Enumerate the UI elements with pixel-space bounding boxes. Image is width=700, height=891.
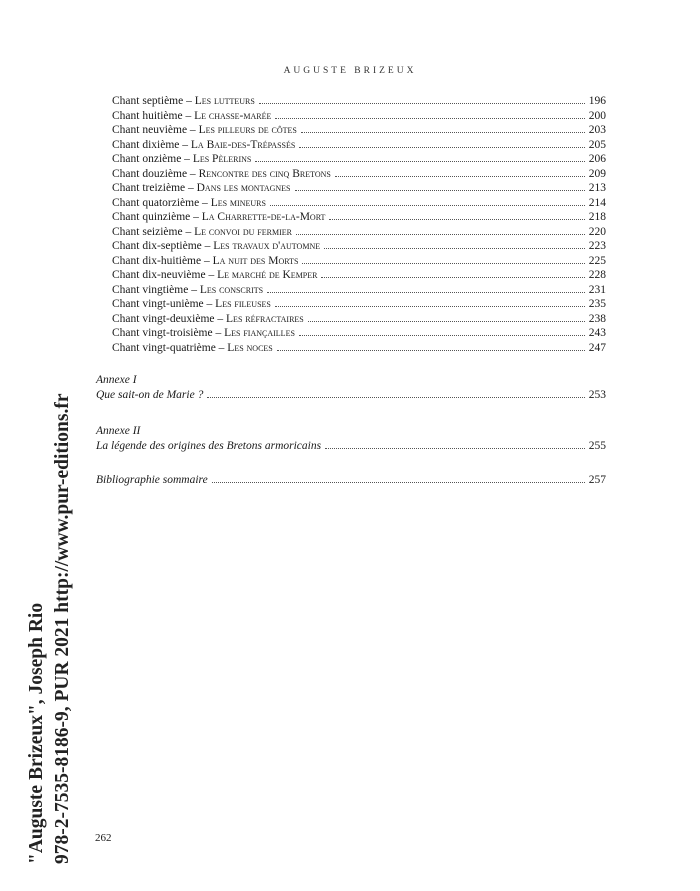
entry-label (112, 341, 273, 356)
toc-entry (96, 94, 606, 109)
chant-title: Les noces (227, 341, 273, 354)
entry-label (112, 312, 304, 327)
chant-title: Dans les montagnes (196, 182, 291, 194)
bibliography-title: Bibliographie sommaire (96, 474, 208, 486)
page-number: 243 (588, 327, 606, 339)
page-number: 231 (588, 283, 606, 296)
entry-label (112, 109, 271, 124)
entry-label (112, 196, 266, 211)
chant-title: Les fileuses (215, 298, 271, 310)
toc-entry (96, 388, 606, 403)
page-number: 223 (588, 240, 606, 252)
chant-title: Le convoi du fermier (194, 225, 292, 238)
chant-number: Chant seizième – (112, 225, 195, 238)
toc-entry (96, 225, 606, 240)
toc-entry (96, 152, 606, 167)
chant-number: Chant treizième – (112, 182, 197, 194)
page-number: 238 (588, 312, 606, 325)
page-number: 206 (588, 153, 606, 165)
sidebar-line-1: "Auguste Brizeux", Joseph Rio (26, 602, 47, 864)
page-number: 209 (588, 167, 606, 180)
page-number: 235 (588, 298, 606, 310)
entry-label (112, 225, 292, 240)
toc-entry (96, 297, 606, 312)
page-number: 214 (588, 196, 606, 209)
page-number: 196 (588, 95, 606, 107)
chant-list (96, 94, 606, 355)
entry-label (112, 123, 297, 138)
chant-title: Les fiançailles (224, 327, 295, 339)
toc-entry (96, 123, 606, 138)
chant-number: Chant dix-septième – (112, 240, 214, 252)
chant-number: Chant douzième – (112, 167, 199, 180)
toc-entry (96, 181, 606, 196)
entry-label (112, 167, 331, 182)
page-number: 213 (588, 182, 606, 194)
toc-entry (96, 239, 606, 254)
chant-title: Le chasse-marée (194, 109, 272, 122)
page-number: 247 (588, 341, 606, 354)
entry-label (112, 326, 295, 341)
chant-number: Chant dixième – (112, 138, 191, 151)
toc-entry (96, 312, 606, 327)
chant-title: Les lutteurs (194, 95, 255, 107)
chant-number: Chant dix-neuvième – (112, 269, 218, 281)
chant-number: Chant septième – (112, 95, 195, 107)
toc-entry (96, 283, 606, 298)
annexe-1-title: Que sait-on de Marie ? (96, 388, 204, 401)
chant-title: La Charrette-de-la-Mort (201, 211, 326, 223)
toc-entry (96, 138, 606, 153)
chant-number: Chant vingt-unième – (112, 298, 216, 310)
chant-title: Les réfractaires (226, 312, 304, 325)
sidebar-line-2: 978-2-7535-8186-9, PUR 2021 http://www.pur-editions.fr (52, 393, 73, 864)
chant-number: Chant neuvième – (112, 124, 199, 136)
page-number: 220 (588, 225, 606, 238)
chant-title: Les travaux d'automne (213, 240, 321, 252)
running-head: AUGUSTE BRIZEUX (283, 66, 417, 76)
toc-entry (96, 196, 606, 211)
entry-label (112, 254, 298, 269)
chant-number: Chant huitième – (112, 109, 195, 122)
toc-entry (96, 326, 606, 341)
toc-entry (96, 210, 606, 225)
chant-number: Chant vingt-quatrième – (112, 341, 228, 354)
chant-title: Rencontre des cinq Bretons (198, 167, 331, 180)
chant-title: Les mineurs (210, 196, 266, 209)
chant-title: La Baie-des-Trépassés (190, 138, 296, 151)
toc-entry (96, 167, 606, 182)
page-number: 225 (588, 254, 606, 267)
entry-label (112, 94, 255, 109)
page-number: 253 (588, 388, 606, 401)
toc-entry (96, 439, 606, 454)
chant-number: Chant vingt-deuxième – (112, 312, 227, 325)
chant-number: Chant onzième – (112, 153, 193, 165)
chant-number: Chant dix-huitième – (112, 254, 213, 267)
page-number: 203 (588, 124, 606, 136)
annexe-2-title: La légende des origines des Bretons armoricains (96, 439, 322, 452)
entry-label (112, 297, 271, 312)
chant-number: Chant vingt-troisième – (112, 327, 225, 339)
chant-title: Le marché de Kemper (217, 269, 318, 281)
entry-label (112, 283, 263, 298)
chant-title: Les conscrits (199, 283, 264, 296)
chant-number: Chant quinzième – (112, 211, 202, 223)
page-number: 255 (588, 439, 606, 452)
page-folio: 262 (95, 832, 112, 844)
annexe-2-heading: Annexe II (96, 425, 141, 437)
page-number: 218 (588, 211, 606, 223)
entry-label (112, 152, 251, 167)
page-number: 257 (588, 474, 606, 486)
chant-number: Chant vingtième – (112, 283, 200, 296)
entry-label (112, 268, 317, 283)
chant-title: Les Pèlerins (192, 153, 252, 165)
entry-label (112, 239, 320, 254)
table-of-contents (96, 94, 606, 488)
chant-title: La nuit des Morts (212, 254, 299, 267)
toc-entry (96, 268, 606, 283)
entry-label (112, 181, 291, 196)
annexe-1-heading: Annexe I (96, 374, 137, 386)
entry-label (112, 138, 295, 153)
entry-label (112, 210, 325, 225)
chant-title: Les pilleurs de côtes (198, 124, 297, 136)
page-number: 200 (588, 109, 606, 122)
page-number: 205 (588, 138, 606, 151)
toc-entry (96, 254, 606, 269)
chant-number: Chant quatorzième – (112, 196, 211, 209)
toc-entry (96, 341, 606, 356)
toc-entry (96, 109, 606, 124)
toc-entry (96, 473, 606, 488)
page-number: 228 (588, 269, 606, 281)
